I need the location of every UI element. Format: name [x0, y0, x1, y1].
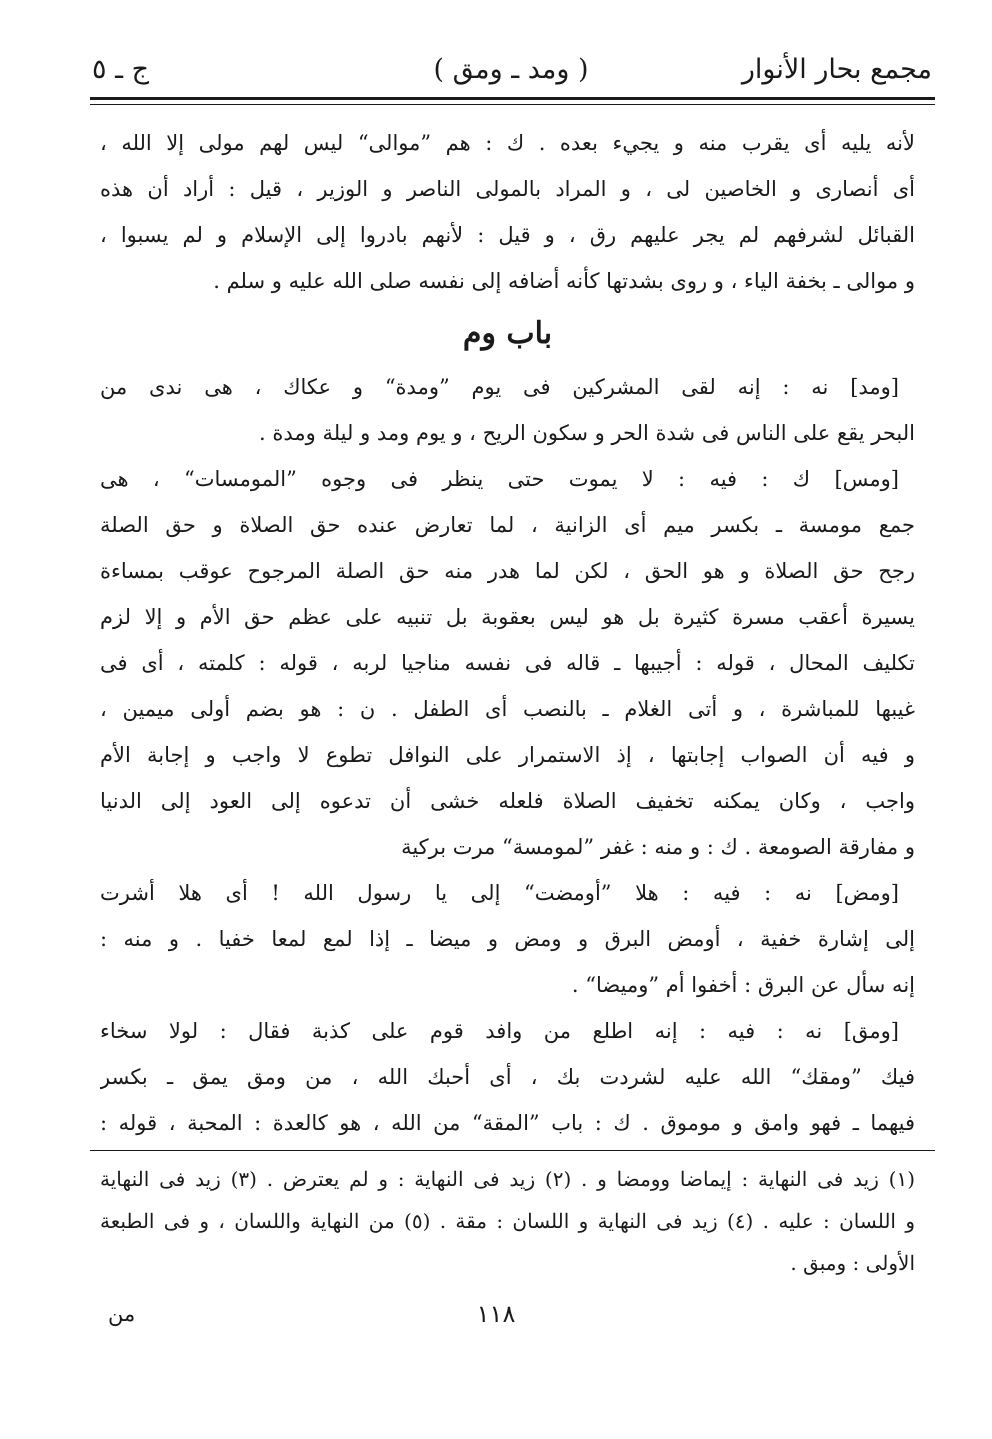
entry-line: إنه سأل عن البرق : أخفوا أم ”وميضا“ . [571, 973, 915, 997]
entry-line: [ومق] نه : فيه : إنه اطلع من وافد قوم على كذبة فقال : لولا سخاء [100, 1019, 899, 1043]
entry-line: فيهما ـ فهو وامق و موموق . ك : باب ”المقة“ من الله ، هو كالعدة : المحبة ، قوله : [100, 1111, 915, 1135]
chapter-heading: باب وم [462, 316, 553, 351]
entry-line: فيك ”ومقك“ الله عليه لشردت بك ، أى أحبك الله ، من ومق يمق ـ بكسر [100, 1065, 915, 1089]
entry-line: و مفارقة الصومعة . ك : و منه : غفر ”لمومسة“ مرت بركية [401, 835, 915, 859]
footnote-rule [90, 1150, 935, 1151]
entry-line: [ومض] نه : فيه : هلا ”أومضت“ إلى يا رسول الله ! أى هلا أشرت [100, 881, 899, 905]
page-number: ١١٨ [476, 1300, 516, 1328]
entry-line: غيبها للمباشرة ، و أتى الغلام ـ بالنصب أى الطفل . ن : هو بضم أولى ميمين ، [100, 697, 915, 721]
section-range: ( ومد ـ ومق ) [433, 54, 589, 85]
header-rule-thin [90, 104, 935, 105]
page-header [90, 50, 932, 100]
entry-line: يسيرة أعقب مسرة كثيرة بل هو ليس بعقوبة بل تنبيه على عظم حق الأم و إلا لزم [100, 605, 915, 629]
main-text [100, 120, 915, 1146]
text-line: و موالى ـ بخفة الياء ، و روى بشدتها كأنه أضافه إلى نفسه صلى الله عليه و سلم . [213, 269, 915, 293]
entry-line: [ومد] نه : إنه لقى المشركين فى يوم ”ومدة“ و عكاك ، هى ندى من [100, 375, 899, 399]
footnote-line: الأولى : ومبق . [790, 1251, 915, 1275]
book-title: مجمع بحار الأنوار [741, 54, 932, 85]
text-line: القبائل لشرفهم لم يجر عليهم رق ، و قيل : لأنهم بادروا إلى الإسلام و لم يسبوا ، [100, 223, 915, 247]
entry-line: و فيه أن الصواب إجابتها ، إذ الاستمرار على النوافل تطوع لا واجب و إجابة الأم [100, 743, 915, 767]
entry-line: [ومس] ك : فيه : لا يموت حتى ينظر فى وجوه ”المومسات“ ، هى [100, 467, 899, 491]
catchword: من [108, 1302, 136, 1326]
entry-line: واجب ، وكان يمكنه تخفيف الصلاة فلعله خشى أن تدعوه إلى العود إلى الدنيا [100, 789, 915, 813]
text-line: أى أنصارى و الخاصين لى ، و المراد بالمولى الناصر و الوزير ، قيل : أراد أن هذه [100, 177, 915, 201]
header-rule [90, 97, 935, 100]
entry-line: رجح حق الصلاة و هو الحق ، لكن لما هدر منه حق الصلة المرجوح عوقب بمساءة [100, 559, 915, 583]
text-line: لأنه يليه أى يقرب منه و يجيء بعده . ك : هم ”موالى“ ليس لهم مولى إلا الله ، [100, 131, 915, 155]
entry-line: جمع مومسة ـ بكسر ميم أى الزانية ، لما تعارض عنده حق الصلاة و حق الصلة [100, 513, 915, 537]
footnote-line: (١) زيد فى النهاية : إيماضا وومضا و . (٢) زيد فى النهاية : و لم يعترض . (٣) زيد فى النهاية [100, 1167, 915, 1191]
entry-line: تكليف المحال ، قوله : أجيبها ـ قاله فى نفسه مناجيا لربه ، قوله : كلمته ، أى فى [100, 651, 915, 675]
volume-label: ج ـ ٥ [92, 54, 150, 85]
entry-line: البحر يقع على الناس فى شدة الحر و سكون الريح ، و يوم ومد و ليلة ومدة . [259, 421, 915, 445]
entry-line: إلى إشارة خفية ، أومض البرق و ومض و ميضا ـ إذا لمع لمعا خفيا . و منه : [100, 927, 915, 951]
footnotes [100, 1158, 915, 1284]
footnote-line: و اللسان : عليه . (٤) زيد فى النهاية و اللسان : مقة . (٥) من النهاية واللسان ، و فى الطبعة [100, 1209, 915, 1233]
